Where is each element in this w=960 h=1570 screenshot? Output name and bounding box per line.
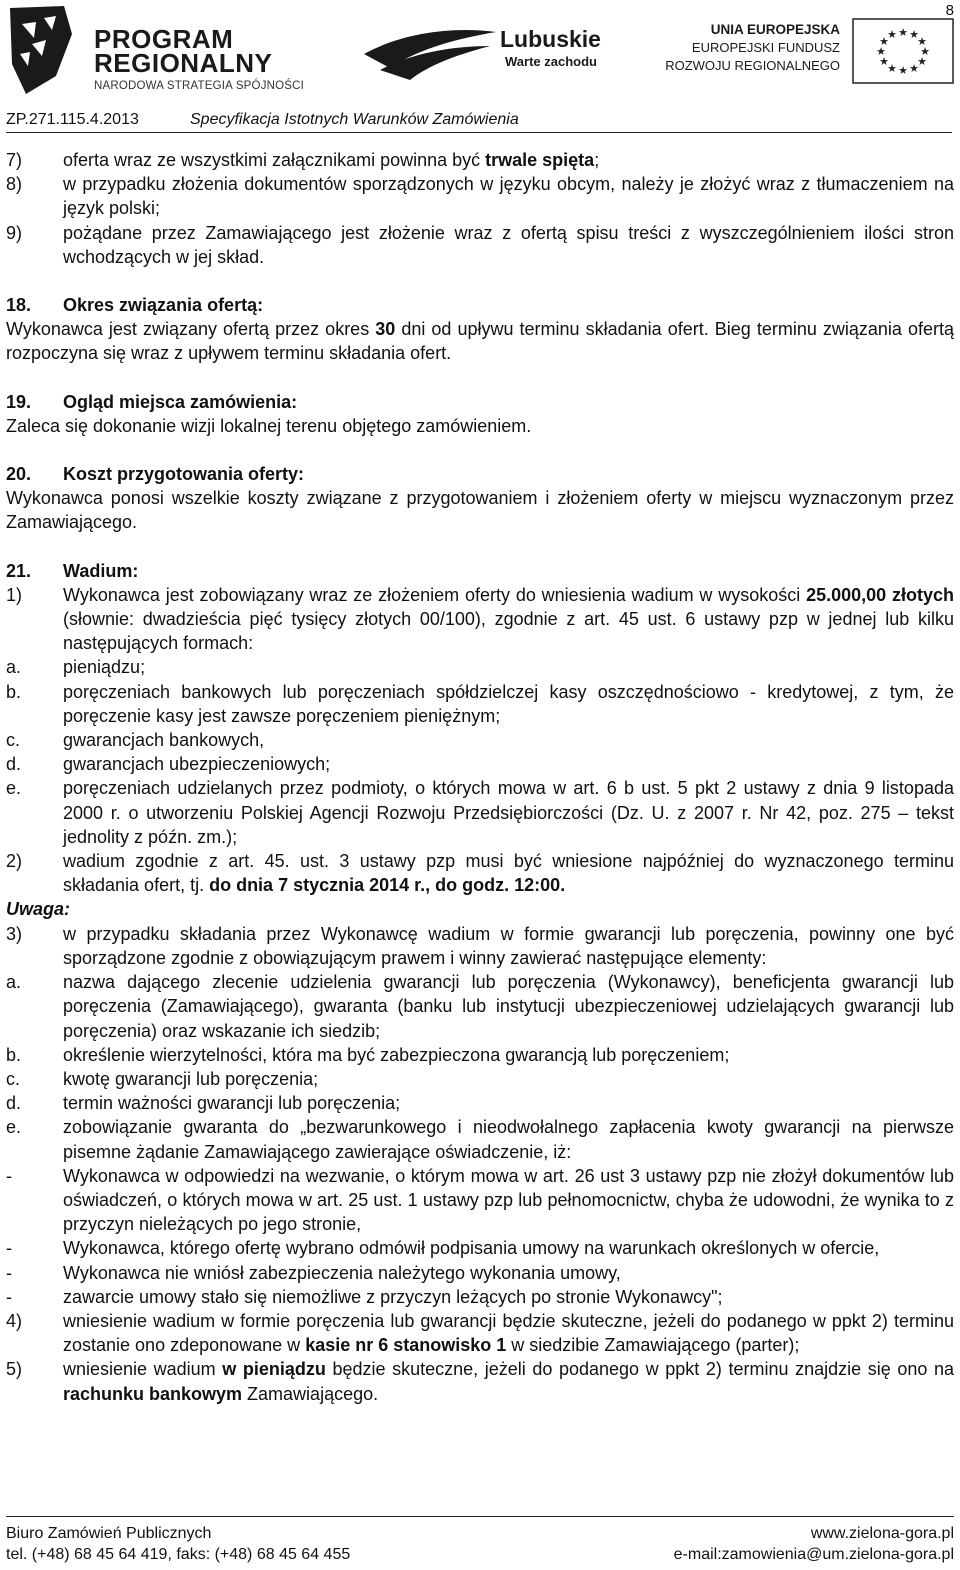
program-title-line2: REGIONALNY [94, 48, 273, 78]
item-number: b. [6, 1044, 22, 1065]
item-text: wadium zgodnie z art. 45. ust. 3 ustawy pzp musi być wniesione najpóźniej do wyznaczonego terminu składania ofert, tj. do dnia 7 stycznia 2014 r., do godz. 12:00. [63, 851, 954, 896]
svg-text:★: ★ [909, 62, 919, 75]
item-number: 2) [6, 851, 23, 872]
item-number: 3) [6, 923, 23, 944]
item-number: a. [6, 657, 22, 678]
item-text: poręczeniach bankowych lub poręczeniach spółdzielczej kasy oszczędnościowo - kredytowej, z tym, że poręczenie kasy jest zawsze poręczeniem pieniężnym; [63, 681, 954, 726]
lubuskie-name: Lubuskie [500, 26, 601, 52]
eu-line1: UNIA EUROPEJSKA [710, 22, 840, 37]
page-footer [6, 1516, 954, 1563]
section-heading: 18. Okres związania ofertą: [6, 295, 264, 316]
item-number: c. [6, 1068, 21, 1089]
program-subtitle: NARODOWA STRATEGIA SPÓJNOŚCI [94, 80, 305, 92]
list-item [6, 1285, 954, 1309]
item-text: nazwa dającego zlecenie udzielenia gwarancji lub poręczenia (Wykonawcy), beneficjenta gwarancji lub poręczenia (Zamawiającego), gwaranta (banku lub instytucji ubezpieczeniowej udzielających gwarancji lub poręczenia) oraz wskazanie ich siedzib; [63, 972, 954, 1041]
list-item [6, 172, 954, 220]
list-item [6, 922, 954, 970]
footer-office: Biuro Zamówień Publicznych [6, 1525, 212, 1542]
paragraph: Zaleca się dokonanie wizji lokalnej terenu objętego zamówieniem. [6, 415, 532, 436]
list-item [6, 1309, 954, 1357]
paragraph: Wykonawca ponosi wszelkie koszty związane z przygotowaniem i złożeniem oferty w miejscu wyznaczonym przez Zamawiającego. [6, 488, 954, 533]
item-number: 5) [6, 1359, 23, 1380]
list-item [6, 655, 954, 679]
list-item [6, 1115, 954, 1163]
list-item [6, 1091, 954, 1115]
item-number: e. [6, 1117, 22, 1138]
program-regionalny-logo [6, 4, 306, 94]
item-number: - [6, 1165, 12, 1186]
list-item [6, 1357, 954, 1405]
document-title: Specyfikacja Istotnych Warunków Zamówienia [190, 111, 519, 128]
paragraph: Wykonawca jest związany ofertą przez okres 30 dni od upływu terminu składania ofert. Bieg terminu związania ofertą rozpoczyna się wraz z upływem terminu składania ofert. [6, 319, 954, 364]
svg-text:★: ★ [898, 64, 908, 77]
item-number: - [6, 1238, 12, 1259]
list-item [6, 728, 954, 752]
section-heading: 21. Wadium: [6, 560, 139, 581]
svg-text:★: ★ [917, 55, 927, 68]
item-text: poręczeniach udzielanych przez podmioty, o których mowa w art. 6 b ust. 5 pkt 2 ustawy z dnia 9 listopada 2000 r. o utworzeniu Polskiej Agencji Rozwoju Przedsiębiorczości (Dz. U. z 2007 r. Nr 42, poz. 275 – tekst jednolity z późn. zm.); [63, 778, 954, 847]
list-item [6, 1067, 954, 1091]
footer-website-link[interactable]: www.zielona-gora.pl [810, 1525, 954, 1542]
item-text: w przypadku złożenia dokumentów sporządzonych w języku obcym, należy je złożyć wraz z tłumaczeniem na język polski; [63, 174, 954, 219]
item-text: wniesienie wadium w formie poręczenia lub gwarancji będzie skuteczne, jeżeli do podanego w ppkt 2) terminu zostanie ono zdeponowane w kasie nr 6 stanowisko 1 w siedzibie Zamawiającego (parter); [63, 1310, 954, 1356]
item-text: w przypadku składania przez Wykonawcę wadium w formie gwarancji lub poręczenia, powinny one być sporządzone zgodnie z obowiązującym prawem i winny zawierać następujące elementy: [63, 923, 954, 968]
list-item [6, 1261, 954, 1285]
eu-line2: EUROPEJSKI FUNDUSZ [691, 40, 840, 55]
item-number: 4) [6, 1310, 23, 1331]
svg-text:★: ★ [909, 28, 919, 41]
header-logos [0, 0, 960, 104]
footer-phone: tel. (+48) 68 45 64 419, faks: (+48) 68 45 64 455 [6, 1546, 351, 1563]
item-text: pożądane przez Zamawiającego jest złożenie wraz z ofertą spisu treści z wyszczególnieniem ilości stron wchodzących w jej skład. [63, 222, 954, 267]
item-text: zawarcie umowy stało się niemożliwe z przyczyn leżących po stronie Wykonawcy"; [63, 1286, 723, 1307]
section-heading: 19. Ogląd miejsca zamówienia: [6, 391, 298, 412]
svg-text:★: ★ [887, 62, 897, 75]
document-header-bar [6, 110, 952, 133]
list-item [6, 148, 954, 172]
section-heading: 20. Koszt przygotowania oferty: [6, 464, 305, 485]
list-item [6, 970, 954, 1043]
item-text: Wykonawca w odpowiedzi na wezwanie, o którym mowa w art. 26 ust 3 ustawy pzp nie złożył dokumentów lub oświadczeń, o których mowa w art. 25 ust. 1 ustawy pzp lub pełnomocnictw, chyba że udowodni, że wynika to z przyczyn nieleżących po jego stronie, [63, 1165, 954, 1235]
list-item [6, 776, 954, 849]
svg-text:★: ★ [879, 35, 889, 48]
eu-logo [665, 18, 958, 88]
item-text: określenie wierzytelności, która ma być zabezpieczona gwarancją lub poręczeniem; [63, 1044, 730, 1065]
item-number: a. [6, 972, 22, 993]
item-text: gwarancjach bankowych, [63, 730, 265, 751]
item-text: Wykonawca jest zobowiązany wraz ze złożeniem oferty do wniesienia wadium w wysokości 25.000,00 złotych (słownie: dwadzieścia pięć tysięcy złotych 00/100), zgodnie z art. 45 ust. 6 ustawy pzp w jednej lub kilku następujących formach: [63, 584, 954, 654]
item-text: termin ważności gwarancji lub poręczenia; [63, 1093, 401, 1114]
item-text: zobowiązanie gwaranta do „bezwarunkowego i nieodwołalnego zapłacenia kwoty gwarancji na pierwsze pisemne żądanie Zamawiającego zawierające oświadczenie, iż: [63, 1117, 954, 1162]
list-item [6, 1043, 954, 1067]
list-item [6, 752, 954, 776]
lubuskie-swoosh-icon [360, 24, 500, 84]
item-number: 8) [6, 174, 23, 195]
svg-text:★: ★ [876, 45, 886, 58]
item-number: e. [6, 778, 22, 799]
list-item [6, 1164, 954, 1237]
list-item [6, 1236, 954, 1260]
item-number: - [6, 1286, 12, 1307]
item-number: 9) [6, 222, 23, 243]
item-text: Wykonawca nie wniósł zabezpieczenia należytego wykonania umowy, [63, 1262, 621, 1283]
item-text: kwotę gwarancji lub poręczenia; [63, 1068, 319, 1089]
note-heading: Uwaga: [6, 899, 71, 920]
program-title-line1: PROGRAM [94, 24, 234, 54]
lubuskie-logo [360, 18, 620, 88]
item-number: c. [6, 730, 21, 751]
lubuskie-tagline: Warte zachodu [505, 54, 597, 69]
svg-text:★: ★ [887, 28, 897, 41]
item-text: gwarancjach ubezpieczeniowych; [63, 754, 331, 775]
page-number: 8 [945, 2, 954, 19]
item-text: wniesienie wadium w pieniądzu będzie skuteczne, jeżeli do podanego w ppkt 2) terminu znajdzie się ono na rachunku bankowym Zamawiającego. [63, 1359, 954, 1404]
eu-line3: ROZWOJU REGIONALNEGO [665, 58, 840, 73]
svg-text:★: ★ [898, 26, 908, 39]
svg-text:★: ★ [920, 45, 930, 58]
item-text: oferta wraz ze wszystkimi załącznikami powinna być trwale spięta; [63, 150, 600, 170]
list-item [6, 583, 954, 656]
item-number: 7) [6, 150, 23, 170]
item-number: b. [6, 681, 22, 702]
program-regionalny-mark-icon [6, 4, 84, 96]
list-item [6, 221, 954, 269]
item-number: - [6, 1262, 12, 1283]
item-number: d. [6, 754, 22, 775]
item-number: d. [6, 1093, 22, 1114]
svg-text:★: ★ [917, 35, 927, 48]
svg-text:★: ★ [879, 55, 889, 68]
item-text: Wykonawca, którego ofertę wybrano odmówił podpisania umowy na warunkach określonych w ofercie, [63, 1238, 880, 1259]
item-number: 1) [6, 584, 23, 605]
eu-flag-icon [852, 18, 954, 84]
list-item [6, 849, 954, 897]
item-text: pieniądzu; [63, 657, 146, 678]
document-body [6, 148, 954, 1406]
document-code: ZP.271.115.4.2013 [6, 111, 139, 128]
footer-email-link[interactable]: e-mail:zamowienia@um.zielona-gora.pl [673, 1546, 954, 1563]
list-item [6, 680, 954, 728]
